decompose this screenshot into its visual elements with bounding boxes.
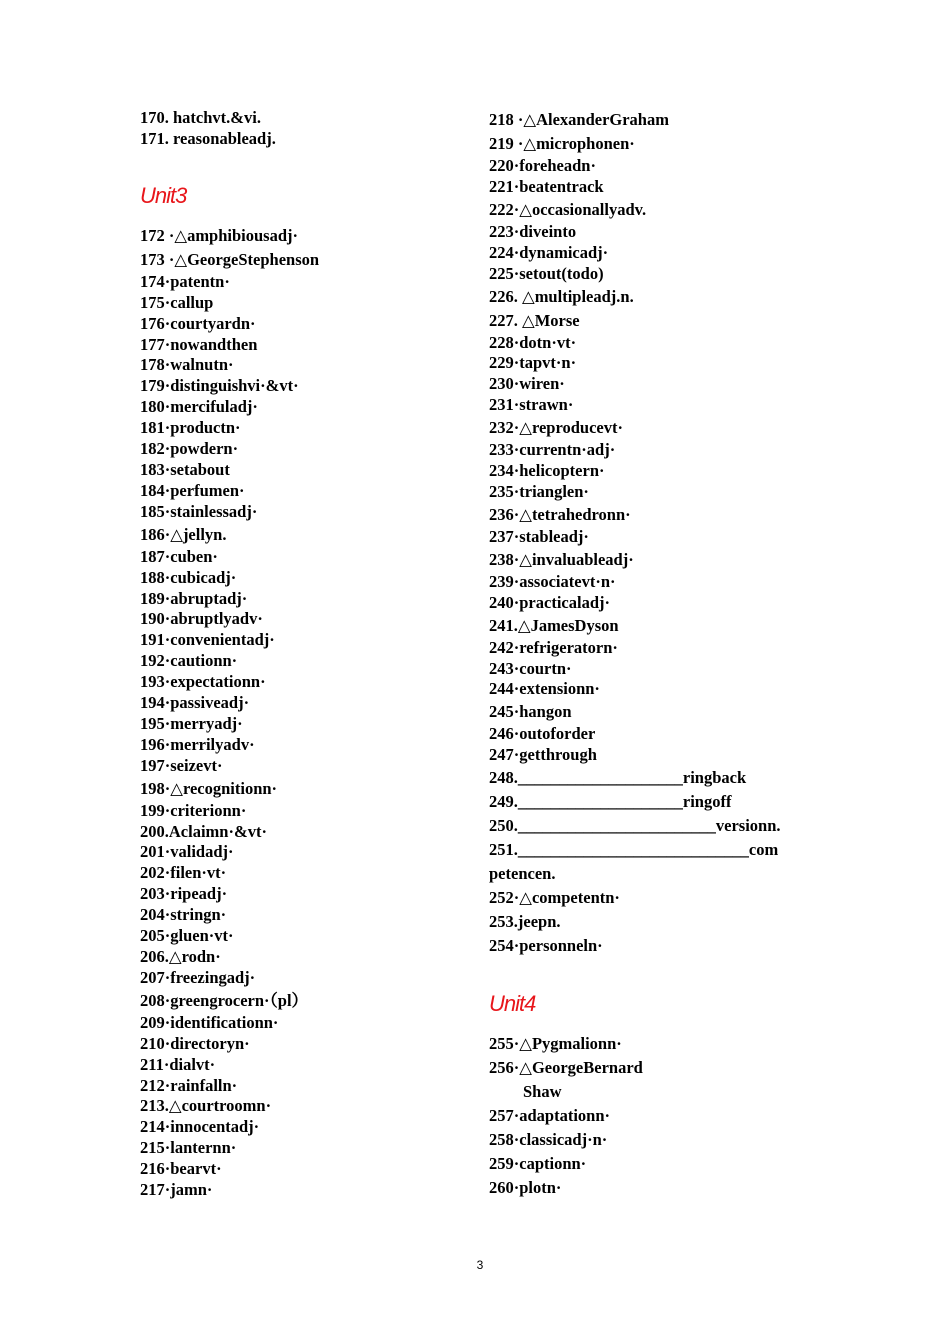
list-item: 215·lanternn· xyxy=(140,1138,237,1158)
list-item: 246·outoforder xyxy=(489,724,596,744)
list-item: 241.△JamesDyson xyxy=(489,615,619,635)
list-item: 208·greengrocern·（pl） xyxy=(140,990,309,1010)
list-item: 240·practicaladj· xyxy=(489,592,610,612)
list-item: 235·trianglen· xyxy=(489,481,589,501)
list-item: 237·stableadj· xyxy=(489,526,589,546)
left-column xyxy=(140,108,480,1201)
list-item: 212·rainfalln· xyxy=(140,1075,238,1095)
list-item: 249.____________________ringoff xyxy=(489,792,732,812)
list-item: 173 ·△GeorgeStephenson xyxy=(140,249,320,269)
list-item: 185·stainlessadj· xyxy=(140,501,258,521)
list-item: 247·getthrough xyxy=(489,745,597,765)
list-item: 175·callup xyxy=(140,292,214,312)
list-item: 171. reasonableadj. xyxy=(140,128,276,148)
list-item: 214·innocentadj· xyxy=(140,1117,260,1137)
list-item: 199·criterionn· xyxy=(140,800,247,820)
list-item: 209·identificationn· xyxy=(140,1012,279,1032)
list-item: 180·mercifuladj· xyxy=(140,397,258,417)
list-item: 182·powdern· xyxy=(140,439,239,459)
list-item: 194·passiveadj· xyxy=(140,693,250,713)
list-item: 200.Aclaimn·&vt· xyxy=(140,821,267,841)
list-item: 196·merrilyadv· xyxy=(140,734,255,754)
list-item: 184·perfumen· xyxy=(140,480,245,500)
list-item: 248.____________________ringback xyxy=(489,768,747,788)
list-item: 257·adaptationn· xyxy=(489,1106,611,1126)
list-item: 227. △Morse xyxy=(489,310,580,330)
list-item: 252·△competentn· xyxy=(489,888,620,908)
list-item: 211·dialvt· xyxy=(140,1054,216,1074)
list-item: 225·setout(todo) xyxy=(489,263,604,283)
list-item: 201·validadj· xyxy=(140,842,234,862)
list-item: 255·△Pygmalionn· xyxy=(489,1034,622,1054)
list-item: 228·dotn·vt· xyxy=(489,332,577,352)
list-item: 176·courtyardn· xyxy=(140,313,256,333)
list-item: 222·△occasionallyadv. xyxy=(489,199,647,219)
list-item: 191·convenientadj· xyxy=(140,630,275,650)
list-item: 250.________________________versionn. xyxy=(489,816,781,836)
unit4-heading: Unit4 xyxy=(489,991,536,1017)
list-item: 202·filen·vt· xyxy=(140,863,227,883)
list-item: 197·seizevt· xyxy=(140,755,223,775)
list-item: 217·jamn· xyxy=(140,1180,213,1200)
unit3-heading: Unit3 xyxy=(140,182,187,208)
list-item: 187·cuben· xyxy=(140,546,218,566)
list-item: 181·productn· xyxy=(140,418,241,438)
list-item: 174·patentn· xyxy=(140,271,230,291)
list-item: 242·refrigeratorn· xyxy=(489,637,618,657)
list-item: 186·△jellyn. xyxy=(140,524,227,544)
list-item: 238·△invaluableadj· xyxy=(489,549,634,569)
list-item: 239·associatevt·n· xyxy=(489,571,616,591)
list-item: 226. △multipleadj.n. xyxy=(489,286,634,306)
list-item: 190·abruptlyadv· xyxy=(140,609,263,629)
list-item: 206.△rodn· xyxy=(140,947,221,966)
list-item: 219 ·△microphonen· xyxy=(489,134,635,153)
list-item: 224·dynamicadj· xyxy=(489,242,609,262)
list-item: 253.jeepn. xyxy=(489,912,561,932)
list-item: 221·beatentrack xyxy=(489,176,604,196)
list-item: 260·plotn· xyxy=(489,1178,562,1198)
list-item: 189·abruptadj· xyxy=(140,588,248,608)
list-item: 223·diveinto xyxy=(489,221,577,241)
list-item: 231·strawn· xyxy=(489,395,574,415)
list-item: 245·hangon xyxy=(489,702,572,722)
list-item: 256·△GeorgeBernard xyxy=(489,1058,643,1078)
list-item: 183·setabout xyxy=(140,459,230,479)
list-item: 216·bearvt· xyxy=(140,1159,222,1179)
list-item: 198·△recognitionn· xyxy=(140,778,278,798)
list-item: 230·wiren· xyxy=(489,374,565,394)
list-item: 243·courtn· xyxy=(489,658,572,678)
list-item: 258·classicadj·n· xyxy=(489,1130,608,1150)
list-item: 203·ripeadj· xyxy=(140,884,228,904)
list-item: 178·walnutn· xyxy=(140,355,234,375)
list-item: 218 ·△AlexanderGraham xyxy=(489,110,669,129)
list-item: 236·△tetrahedronn· xyxy=(489,504,631,524)
list-item: 244·extensionn· xyxy=(489,679,600,699)
list-item xyxy=(489,1080,819,1104)
list-item: 207·freezingadj· xyxy=(140,967,256,987)
list-item: 234·helicoptern· xyxy=(489,461,605,481)
list-item: 213.△courtroomn· xyxy=(140,1096,272,1116)
list-item: 172 ·△amphibiousadj· xyxy=(140,225,299,245)
page-number: 3 xyxy=(476,1258,484,1272)
list-item-continuation: Shaw xyxy=(523,1082,562,1102)
list-item: 204·stringn· xyxy=(140,905,227,925)
list-item: 195·merryadj· xyxy=(140,713,243,733)
list-item: 177·nowandthen xyxy=(140,334,258,354)
list-item: 192·cautionn· xyxy=(140,651,238,671)
list-item: 179·distinguishvi·&vt· xyxy=(140,376,299,396)
list-item: 233·currentn·adj· xyxy=(489,440,616,460)
list-item: 210·directoryn· xyxy=(140,1033,250,1053)
list-item: 188·cubicadj· xyxy=(140,567,237,587)
list-item: 205·gluen·vt· xyxy=(140,926,234,946)
right-column xyxy=(489,108,819,1200)
list-item: 259·captionn· xyxy=(489,1154,587,1174)
list-item: 220·foreheadn· xyxy=(489,156,596,175)
list-item: 229·tapvt·n· xyxy=(489,353,577,373)
list-item: 193·expectationn· xyxy=(140,672,266,692)
list-item: 254·personneln· xyxy=(489,936,603,956)
list-item: 251.____________________________com petencen. xyxy=(489,840,779,884)
list-item: 232·△reproducevt· xyxy=(489,418,623,438)
list-item: 170. hatchvt.&vi. xyxy=(140,108,261,127)
